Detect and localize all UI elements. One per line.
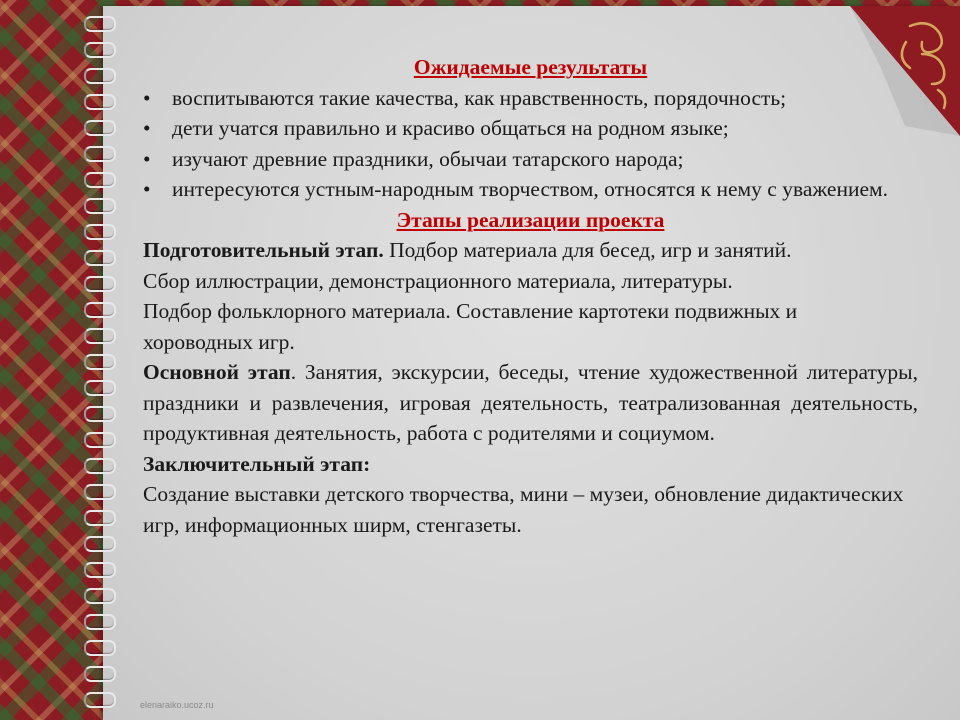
spiral-binding	[80, 8, 120, 720]
ring	[84, 276, 116, 292]
ring	[84, 458, 116, 474]
slide-content	[143, 52, 918, 540]
ring	[84, 42, 116, 58]
prep-stage-paragraph	[143, 235, 863, 266]
results-list	[143, 83, 918, 205]
ring	[84, 640, 116, 656]
ring	[84, 302, 116, 318]
ring	[84, 666, 116, 682]
list-item-text: воспитываются такие качества, как нравственность, порядочность;	[172, 85, 787, 110]
ring	[84, 172, 116, 188]
ring	[84, 224, 116, 240]
main-stage-text: . Занятия, экскурсии, беседы, чтение художественной литературы, праздники и развлечения, игровая деятельность, театрализованная деятельность, продуктивная деятельность, работа с родителями и социумом.	[143, 360, 918, 445]
ring	[84, 16, 116, 32]
prep-stage-text: Подбор материала для бесед, игр и занятий.	[383, 238, 792, 262]
ring	[84, 536, 116, 552]
ring	[84, 120, 116, 136]
ring	[84, 510, 116, 526]
ring	[84, 692, 116, 708]
main-stage-paragraph	[143, 357, 918, 449]
list-item-text: интересуются устным-народным творчеством, относятся к нему с уважением.	[172, 177, 889, 201]
ring	[84, 250, 116, 266]
ring	[84, 380, 116, 396]
main-stage-title: Основной этап	[143, 360, 291, 384]
ring	[84, 432, 116, 448]
ring	[84, 484, 116, 500]
ring	[84, 68, 116, 84]
prep-stage-line: Подбор фольклорного материала. Составление картотеки подвижных и хороводных игр.	[143, 299, 798, 354]
ring	[84, 406, 116, 422]
list-item	[143, 144, 918, 175]
footer-credit: elenaraiko.ucoz.ru	[140, 700, 214, 710]
ring	[84, 328, 116, 344]
ring	[84, 354, 116, 370]
ring	[84, 94, 116, 110]
bullet-icon: •	[143, 85, 151, 110]
ring	[84, 198, 116, 214]
list-item-text: дети учатся правильно и красиво общаться на родном языке;	[172, 116, 729, 140]
ring	[84, 614, 116, 630]
ring	[84, 146, 116, 162]
prep-stage-line: Сбор иллюстрации, демонстрационного материала, литературы.	[143, 268, 733, 293]
results-heading: Ожидаемые результаты	[413, 55, 648, 79]
final-stage-title: Заключительный этап:	[143, 451, 371, 476]
bullet-icon: •	[143, 116, 151, 140]
prep-stage-title: Подготовительный этап.	[143, 238, 384, 262]
list-item	[143, 113, 918, 144]
ring	[84, 562, 116, 578]
list-item	[143, 174, 918, 205]
list-item-text: изучают древние праздники, обычаи татарского народа;	[172, 146, 684, 171]
list-item	[143, 83, 918, 114]
final-stage-text: Создание выставки детского творчества, мини – музеи, обновление дидактических игр, информационных ширм, стенгазеты.	[143, 482, 904, 537]
bullet-icon: •	[143, 177, 151, 201]
ring	[84, 588, 116, 604]
bullet-icon: •	[143, 146, 151, 171]
stages-heading: Этапы реализации проекта	[396, 207, 665, 232]
